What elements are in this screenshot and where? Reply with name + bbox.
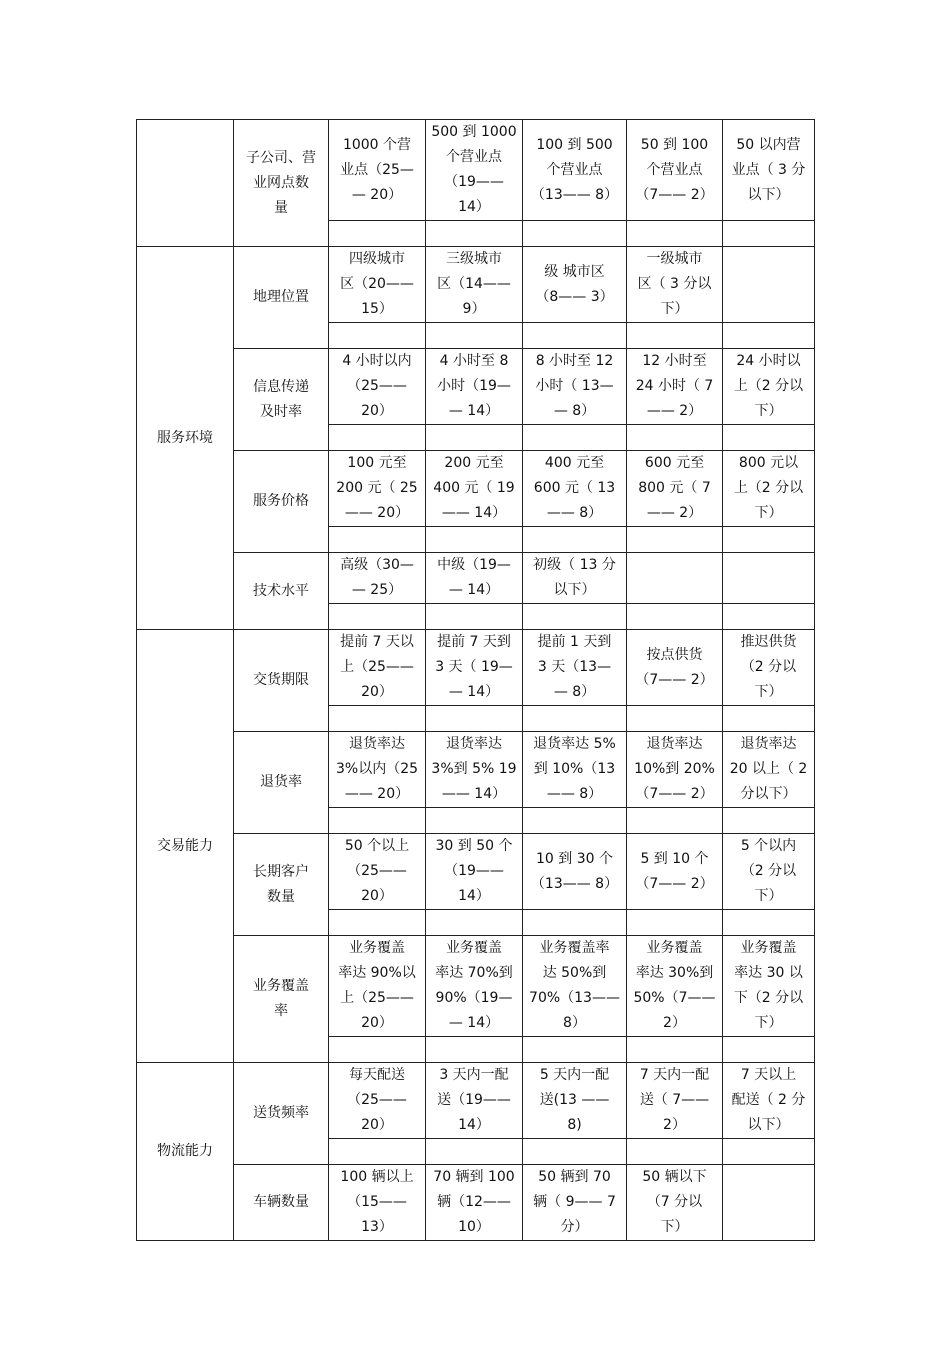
blank-cell — [426, 527, 523, 553]
option-cell: 600 元至 800 元（ 7 —— 2） — [627, 451, 723, 527]
option-cell: 10 到 30 个 （13—— 8） — [523, 834, 627, 910]
option-cell — [723, 553, 815, 604]
blank-cell — [426, 706, 523, 732]
blank-cell — [426, 323, 523, 349]
option-cell: 提前 7 天到 3 天（ 19— — 14） — [426, 630, 523, 706]
criterion-cell: 长期客户 数量 — [234, 834, 329, 936]
blank-cell — [426, 425, 523, 451]
option-cell: 业务覆盖 率达 30 以 下（2 分以 下） — [723, 936, 815, 1037]
option-cell: 退货率达 5% 到 10%（13 —— 8） — [523, 732, 627, 808]
option-cell: 业务覆盖 率达 70%到 90%（19— — 14） — [426, 936, 523, 1037]
blank-cell — [426, 808, 523, 834]
option-cell: 5 天内一配 送(13 —— 8) — [523, 1063, 627, 1139]
blank-cell — [627, 808, 723, 834]
option-cell: 100 元至 200 元（ 25 —— 20） — [329, 451, 426, 527]
blank-cell — [723, 425, 815, 451]
option-cell: 每天配送 （25—— 20） — [329, 1063, 426, 1139]
criterion-cell: 服务价格 — [234, 451, 329, 553]
blank-cell — [329, 808, 426, 834]
blank-cell — [627, 1037, 723, 1063]
option-cell: 50 辆以下 （7 分以 下） — [627, 1165, 723, 1241]
blank-cell — [523, 808, 627, 834]
blank-cell — [523, 425, 627, 451]
blank-cell — [523, 1037, 627, 1063]
criterion-cell: 信息传递 及时率 — [234, 349, 329, 451]
blank-cell — [723, 808, 815, 834]
option-cell: 退货率达 10%到 20% （7—— 2） — [627, 732, 723, 808]
option-cell: 四级城市 区（20—— 15） — [329, 247, 426, 323]
option-cell: 按点供货 （7—— 2） — [627, 630, 723, 706]
option-cell: 3 天内一配 送（19—— 14） — [426, 1063, 523, 1139]
category-cell: 交易能力 — [137, 630, 234, 1063]
blank-cell — [523, 706, 627, 732]
blank-cell — [723, 221, 815, 247]
option-cell: 7 天内一配 送（ 7—— 2） — [627, 1063, 723, 1139]
option-cell: 70 辆到 100 辆（12—— 10） — [426, 1165, 523, 1241]
blank-cell — [329, 604, 426, 630]
option-cell: 5 到 10 个 （7—— 2） — [627, 834, 723, 910]
blank-cell — [329, 910, 426, 936]
option-cell: 4 小时至 8 小时（19— — 14） — [426, 349, 523, 425]
blank-cell — [627, 1139, 723, 1165]
option-cell: 50 辆到 70 辆（ 9—— 7 分） — [523, 1165, 627, 1241]
option-cell: 三级城市 区（14—— 9） — [426, 247, 523, 323]
option-cell: 提前 7 天以 上（25—— 20） — [329, 630, 426, 706]
blank-cell — [723, 1139, 815, 1165]
option-cell: 5 个以内 （2 分以 下） — [723, 834, 815, 910]
option-cell: 50 以内营 业点（ 3 分 以下） — [723, 120, 815, 221]
blank-cell — [627, 706, 723, 732]
option-cell: 级 城市区 （8—— 3） — [523, 247, 627, 323]
option-cell: 7 天以上 配送（ 2 分 以下） — [723, 1063, 815, 1139]
criterion-cell: 送货频率 — [234, 1063, 329, 1165]
blank-cell — [426, 1139, 523, 1165]
option-cell: 初级（ 13 分 以下） — [523, 553, 627, 604]
option-cell: 100 到 500 个营业点 （13—— 8） — [523, 120, 627, 221]
blank-cell — [723, 604, 815, 630]
option-cell: 50 到 100 个营业点 （7—— 2） — [627, 120, 723, 221]
blank-cell — [329, 221, 426, 247]
option-cell: 30 到 50 个 （19—— 14） — [426, 834, 523, 910]
option-cell: 24 小时以 上（2 分以 下） — [723, 349, 815, 425]
category-cell — [137, 120, 234, 247]
blank-cell — [627, 910, 723, 936]
option-cell: 一级城市 区（ 3 分以 下） — [627, 247, 723, 323]
scoring-table — [136, 119, 815, 1241]
option-cell: 100 辆以上 （15—— 13） — [329, 1165, 426, 1241]
blank-cell — [329, 323, 426, 349]
option-cell: 800 元以 上（2 分以 下） — [723, 451, 815, 527]
blank-cell — [523, 221, 627, 247]
option-cell: 200 元至 400 元（ 19 —— 14） — [426, 451, 523, 527]
blank-cell — [329, 1037, 426, 1063]
blank-cell — [627, 527, 723, 553]
criterion-cell: 技术水平 — [234, 553, 329, 630]
blank-cell — [329, 1139, 426, 1165]
criterion-cell: 业务覆盖 率 — [234, 936, 329, 1063]
option-cell: 8 小时至 12 小时（ 13— — 8） — [523, 349, 627, 425]
blank-cell — [627, 425, 723, 451]
blank-cell — [426, 221, 523, 247]
option-cell: 4 小时以内 （25—— 20） — [329, 349, 426, 425]
option-cell: 500 到 1000 个营业点 （19—— 14） — [426, 120, 523, 221]
blank-cell — [523, 604, 627, 630]
criterion-cell: 交货期限 — [234, 630, 329, 732]
criterion-cell: 退货率 — [234, 732, 329, 834]
option-cell: 提前 1 天到 3 天（13— — 8） — [523, 630, 627, 706]
option-cell: 1000 个营 业点（25— — 20） — [329, 120, 426, 221]
option-cell: 退货率达 3%以内（25 —— 20） — [329, 732, 426, 808]
blank-cell — [523, 1139, 627, 1165]
option-cell: 高级（30— — 25） — [329, 553, 426, 604]
blank-cell — [329, 425, 426, 451]
blank-cell — [723, 706, 815, 732]
option-cell — [627, 553, 723, 604]
option-cell: 12 小时至 24 小时（ 7 —— 2） — [627, 349, 723, 425]
option-cell: 50 个以上 （25—— 20） — [329, 834, 426, 910]
criterion-cell: 子公司、营 业网点数 量 — [234, 120, 329, 247]
blank-cell — [426, 604, 523, 630]
blank-cell — [627, 323, 723, 349]
blank-cell — [329, 527, 426, 553]
option-cell: 中级（19— — 14） — [426, 553, 523, 604]
option-cell — [723, 1165, 815, 1241]
option-cell: 退货率达 3%到 5% 19 —— 14） — [426, 732, 523, 808]
criterion-cell: 地理位置 — [234, 247, 329, 349]
blank-cell — [723, 527, 815, 553]
blank-cell — [523, 323, 627, 349]
blank-cell — [329, 706, 426, 732]
option-cell: 业务覆盖率 达 50%到 70%（13—— 8） — [523, 936, 627, 1037]
blank-cell — [523, 910, 627, 936]
option-cell: 业务覆盖 率达 30%到 50%（7—— 2） — [627, 936, 723, 1037]
blank-cell — [426, 1037, 523, 1063]
option-cell: 推迟供货 （2 分以 下） — [723, 630, 815, 706]
option-cell: 业务覆盖 率达 90%以 上（25—— 20） — [329, 936, 426, 1037]
category-cell: 物流能力 — [137, 1063, 234, 1241]
blank-cell — [627, 604, 723, 630]
category-cell: 服务环境 — [137, 247, 234, 630]
blank-cell — [723, 1037, 815, 1063]
blank-cell — [723, 323, 815, 349]
option-cell: 400 元至 600 元（ 13 —— 8） — [523, 451, 627, 527]
blank-cell — [523, 527, 627, 553]
blank-cell — [627, 221, 723, 247]
criterion-cell: 车辆数量 — [234, 1165, 329, 1241]
option-cell: 退货率达 20 以上（ 2 分以下） — [723, 732, 815, 808]
option-cell — [723, 247, 815, 323]
blank-cell — [426, 910, 523, 936]
blank-cell — [723, 910, 815, 936]
